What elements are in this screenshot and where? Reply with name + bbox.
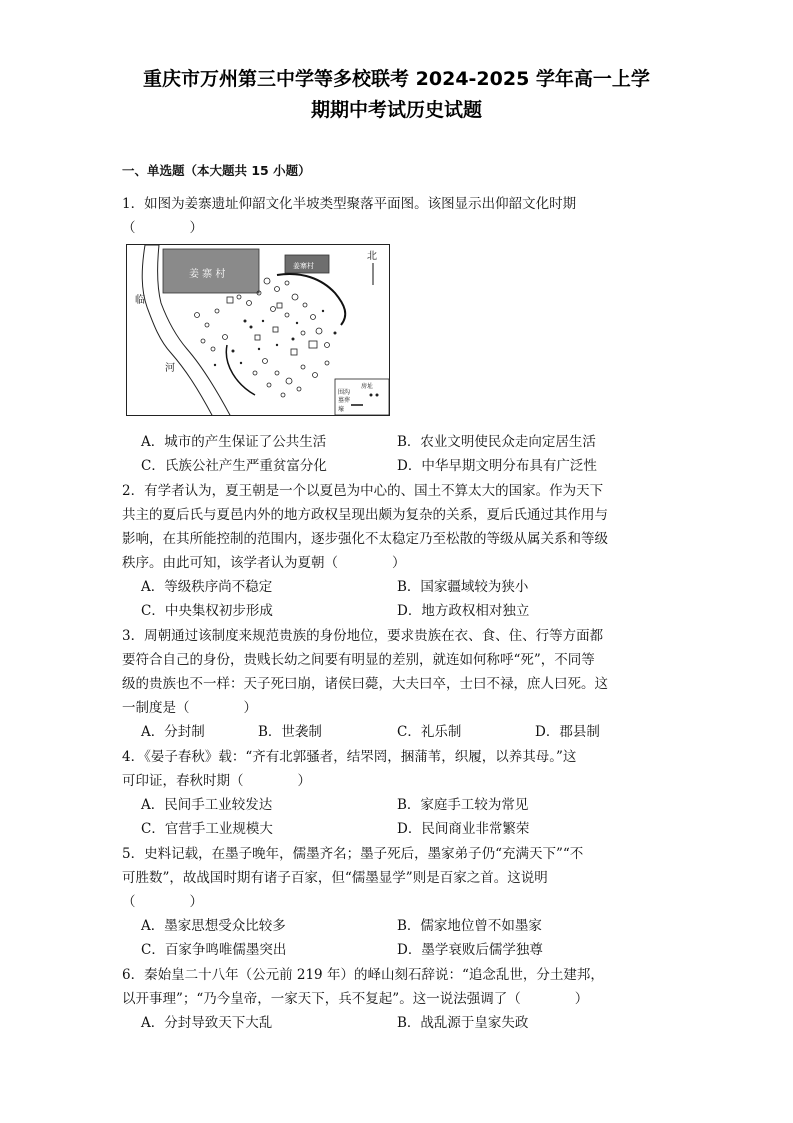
- map-river-label-2: 河: [165, 363, 175, 374]
- legend-label: 墓葬: [338, 397, 351, 404]
- q5-stem-line: （ ）: [122, 894, 203, 910]
- legend-label: 房址: [361, 383, 374, 390]
- q4-option-a[interactable]: A．民间手工业较发达: [141, 797, 273, 813]
- map-village-label: 姜 寨 村: [189, 269, 226, 280]
- q4-stem-line: 4．《晏子春秋》载：“齐有北郭骚者，结罘罔，捆蒲苇，织履，以养其母。”这: [122, 749, 577, 765]
- q2-stem-line: 影响，在其所能控制的范围内，逐步强化不太稳定乃至松散的等级从属关系和等级: [122, 531, 608, 547]
- q5-stem-line: 可胜数”，故战国时期有诸子百家，但“儒墨显学”则是百家之首。这说明: [122, 870, 548, 886]
- q2-option-b[interactable]: B．国家疆域较为狭小: [397, 579, 529, 595]
- q3-stem-line: 一制度是（ ）: [122, 700, 257, 716]
- q4-option-c[interactable]: C．官营手工业规模大: [141, 821, 273, 837]
- legend-label: 围沟: [338, 389, 351, 396]
- q1-option-d[interactable]: D．中华早期文明分布具有广泛性: [397, 458, 597, 474]
- jiangzhai-settlement-map: [126, 244, 390, 416]
- q3-option-b[interactable]: B．世袭制: [258, 724, 322, 740]
- q5-option-c[interactable]: C．百家争鸣唯儒墨突出: [141, 942, 287, 958]
- exam-title: [0, 64, 793, 126]
- q2-stem-line: 2．有学者认为，夏王朝是一个以夏邑为中心的、国土不算太大的国家。作为天下: [122, 483, 604, 499]
- q3-option-d[interactable]: D．郡县制: [535, 724, 600, 740]
- q3-stem-line: 3．周朝通过该制度来规范贵族的身份地位，要求贵族在衣、食、住、行等方面都: [122, 628, 604, 644]
- legend-label: 壕: [338, 406, 345, 413]
- q5-stem-line: 5．史料记载，在墨子晚年，儒墨齐名；墨子死后，墨家弟子仍“充满天下”“不: [122, 846, 584, 862]
- q2-stem-line: 秩序。由此可知，该学者认为夏朝（ ）: [122, 555, 406, 571]
- q4-option-d[interactable]: D．民间商业非常繁荣: [397, 821, 530, 837]
- q4-option-b[interactable]: B．家庭手工较为常见: [397, 797, 529, 813]
- q5-option-d[interactable]: D．墨学衰败后儒学独尊: [397, 942, 543, 958]
- q1-stem-line: （ ）: [122, 220, 203, 236]
- q6-option-a[interactable]: A．分封导致天下大乱: [141, 1015, 273, 1031]
- q2-option-a[interactable]: A．等级秩序尚不稳定: [141, 579, 273, 595]
- q4-stem-line: 可印证，春秋时期（ ）: [122, 773, 311, 789]
- map-north-label: 北: [367, 251, 377, 262]
- map-village-label-2: 姜寨村: [293, 262, 314, 270]
- q1-option-a[interactable]: A．城市的产生保证了公共生活: [141, 434, 327, 450]
- map-river-label-1: 临: [135, 295, 145, 306]
- q1-stem-line: 1．如图为姜寨遗址仰韶文化半坡类型聚落平面图。该图显示出仰韶文化时期: [122, 196, 577, 212]
- section-heading: 一、单选题（本大题共 15 小题）: [122, 163, 311, 178]
- q6-option-b[interactable]: B．战乱源于皇家失政: [397, 1015, 529, 1031]
- q6-stem-line: 以开事理”；“乃今皇帝，一家天下，兵不复起”。这一说法强调了（ ）: [122, 991, 589, 1007]
- q2-option-d[interactable]: D．地方政权相对独立: [397, 603, 530, 619]
- q1-option-b[interactable]: B．农业文明使民众走向定居生活: [397, 434, 596, 450]
- q2-option-c[interactable]: C．中央集权初步形成: [141, 603, 273, 619]
- exam-title-line-1: 重庆市万州第三中学等多校联考 2024-2025 学年高一上学: [143, 68, 650, 90]
- q6-stem-line: 6．秦始皇二十八年（公元前 219 年）的峄山刻石辞说：“追念乱世，分土建邦，: [122, 967, 604, 983]
- q3-option-c[interactable]: C．礼乐制: [397, 724, 462, 740]
- exam-title-line-2: 期期中考试历史试题: [310, 99, 482, 121]
- q5-option-b[interactable]: B．儒家地位曾不如墨家: [397, 918, 542, 934]
- q1-option-c[interactable]: C．氏族公社产生严重贫富分化: [141, 458, 327, 474]
- q3-stem-line: 级的贵族也不一样：天子死曰崩，诸侯曰薨，大夫曰卒，士曰不禄，庶人曰死。这: [122, 676, 608, 692]
- q3-stem-line: 要符合自己的身份，贵贱长幼之间要有明显的差别，就连如何称呼“死”，不同等: [122, 652, 595, 668]
- q3-option-a[interactable]: A．分封制: [141, 724, 205, 740]
- q2-stem-line: 共主的夏后氏与夏邑内外的地方政权呈现出颇为复杂的关系，夏后氏通过其作用与: [122, 507, 608, 523]
- q5-option-a[interactable]: A．墨家思想受众比较多: [141, 918, 286, 934]
